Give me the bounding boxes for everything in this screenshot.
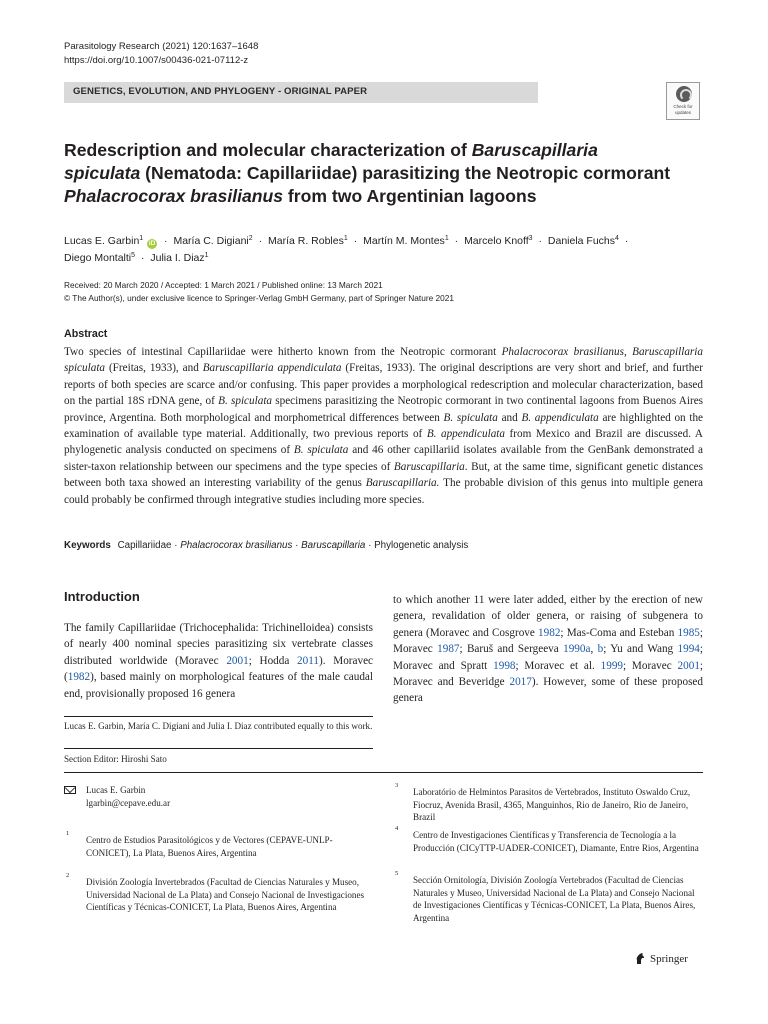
citation-link[interactable]: 1982	[67, 671, 91, 684]
article-category-bar	[64, 82, 538, 103]
citation-link[interactable]: 1994	[677, 643, 700, 656]
author-name[interactable]: María C. Digiani	[173, 235, 249, 247]
title-part: Redescription and molecular characterization of	[64, 140, 472, 160]
affiliation-number: 5	[395, 870, 399, 877]
keyword[interactable]: Baruscapillaria	[301, 540, 366, 551]
citation-link[interactable]: 1985	[677, 626, 700, 639]
author-name[interactable]: Lucas E. Garbin	[64, 235, 140, 247]
citation-link[interactable]: 1998	[493, 659, 516, 672]
received-dates: Received: 20 March 2020 / Accepted: 1 March 2021 / Published online: 13 March 2021	[64, 280, 383, 290]
affiliation-4: Centro de Investigaciones Científicas y Transferencia de Tecnología a la Producción (CICyTTP-UADER-CONICET), Diamante, Entre Rios, Argentina	[413, 830, 699, 853]
journal-header	[64, 40, 258, 68]
introduction-right-column: to which another 11 were later added, either by the erection of new genera, revalidation of older genera, or raising of subgenera to genera (Moravec and Cosgrove 1982; Mas-Coma and Esteban 1985; Moravec 1987; Baruš and Sergeeva 1990a, b; Yu and Wang 1994; Moravec and Spratt 1998; Moravec et al. 1999; Moravec 2001; Moravec and Beveridge 2017). However, some of these proposed genera	[393, 594, 704, 705]
abstract-text: Two species of intestinal Capillariidae were hitherto known from the Neotropic cormorant Phalacrocorax brasilianus, Baruscapillaria spiculata (Freitas, 1933), and Baruscapillaria appendiculata (Freitas, 1933). The original descriptions are very short and brief, and further reports of both species are scarce and/or confusing. This paper provides a morphological redescription and molecular characterization, based on the partial 18S rDNA gene, of B. spiculata specimens parasitizing the Neotropic cormorant in two continental lagoons from Buenos Aires province, Argentina. Both morphological and morphometrical differences between B. spiculata and B. appendiculata are highlighted on the examination of available type material. Additionally, two previous reports of B. appendiculata from Mexico and Brazil are discussed. A phylogenetic analysis conducted on specimens of B. spiculata and 46 other capillariid isolates available from the GenBank demonstrated a sister-taxon relationship between our specimens and the type species of Baruscapillaria. But, at the same time, significant genetic distances between both taxa showed an interesting variability of the genus Baruscapillaria. The probable division of this genus into multiple genera could probably be confirmed through integrative studies including more species.	[64, 346, 704, 506]
footnote-divider	[64, 716, 373, 717]
affiliation-marker: 1	[204, 252, 209, 259]
affiliation-marker: 1	[139, 235, 144, 242]
keyword[interactable]: Phalacrocorax brasilianus	[180, 540, 293, 551]
journal-citation: Parasitology Research (2021) 120:1637–1648	[64, 41, 259, 52]
title-host: Phalacrocorax brasilianus	[64, 186, 284, 206]
publication-dates	[64, 279, 454, 304]
introduction-left-column: The family Capillariidae (Trichocephalida: Trichinelloidea) consists of nearly 400 nominal species parasitizing six vertebrate classes distributed worldwide (Moravec 2001; Hodda 2011). Moravec (1982), based mainly on morphological features of the male caudal end, provisionally proposed 16 genera	[64, 622, 374, 700]
author-name[interactable]: Julia I. Diaz	[150, 252, 205, 264]
orcid-icon[interactable]: iD	[148, 240, 156, 247]
citation-link[interactable]: 2001	[226, 654, 249, 667]
author-name[interactable]: Martín M. Montes	[363, 235, 445, 247]
author-list: Lucas E. Garbin$^1$ iD · María C. Digiani$^2$ · María R. Robles$^1$ · Martín M. Montes$^1$ · Marcelo Knoff$^3$ · Daniela Fuchs$^4$ · Diego Montalti$^5$ · Julia I. Diaz$^1$	[64, 235, 629, 264]
affiliation-5: Sección Ornitología, División Zoología Vertebrados (Facultad de Ciencias Naturales y Museo, Universidad Nacional de La Plata) and Consejo Nacional de Investigaciones Científicas y Técnicas-CONICET, La Plata, Buenos Aires, Argentina	[413, 875, 696, 923]
author-name[interactable]: Diego Montalti	[64, 252, 132, 264]
author-name[interactable]: Marcelo Knoff	[464, 235, 529, 247]
affiliation-marker: 2	[248, 235, 253, 242]
keyword[interactable]: Capillariidae	[117, 540, 172, 551]
crossmark-label: Check for updates	[673, 104, 693, 115]
citation-link[interactable]: b	[597, 643, 604, 656]
citation-link[interactable]: 1987	[437, 643, 460, 656]
citation-link[interactable]: 2001	[677, 659, 700, 672]
envelope-icon	[64, 786, 76, 794]
title-species: Baruscapillaria spiculata	[64, 140, 598, 183]
affiliation-number: 3	[395, 782, 399, 789]
corresponding-author	[86, 784, 366, 809]
publisher-name: Springer	[650, 952, 688, 965]
affiliation-1: Centro de Estudios Parasitológicos y de Vectores (CEPAVE-UNLP-CONICET), La Plata, Buenos Aires, Argentina	[86, 835, 333, 858]
keyword[interactable]: Phylogenetic analysis	[374, 540, 469, 551]
abstract-heading: Abstract	[64, 328, 108, 340]
introduction-heading: Introduction	[64, 589, 140, 604]
citation-link[interactable]: 1990a	[563, 643, 591, 656]
contact-email[interactable]: lgarbin@cepave.edu.ar	[86, 797, 171, 808]
affiliation-marker: 4	[615, 235, 619, 242]
article-title	[64, 139, 674, 208]
copyright-notice: © The Author(s), under exclusive licence to Springer-Verlag GmbH Germany, part of Springer Nature 2021	[64, 292, 454, 303]
affiliation-marker: 3	[528, 235, 533, 242]
keywords-line: Keywords Capillariidae · Phalacrocorax brasilianus · Baruscapillaria · Phylogenetic analysis	[64, 540, 469, 551]
citation-link[interactable]: 2011	[297, 654, 320, 667]
keywords-label: Keywords	[64, 540, 111, 551]
citation-link[interactable]: 1982	[538, 626, 561, 639]
affiliation-marker: 1	[444, 235, 449, 242]
affiliation-number: 4	[395, 825, 399, 832]
affiliation-3: Laboratório de Helmintos Parasitos de Vertebrados, Instituto Oswaldo Cruz, Fiocruz, Avenida Brasil, 4365, Manguinhos, Rio de Janeiro, Rio de Janeiro, Brazil	[413, 787, 691, 823]
affiliation-number: 1	[66, 830, 70, 837]
title-part: from two Argentinian lagoons	[283, 186, 537, 206]
publisher-logo	[634, 952, 688, 965]
contact-name: Lucas E. Garbin	[86, 785, 146, 795]
doi-link[interactable]: https://doi.org/10.1007/s00436-021-07112-z	[64, 55, 249, 66]
footnote-divider	[64, 748, 373, 749]
author-name[interactable]: Daniela Fuchs	[547, 235, 616, 247]
equal-contribution-note: Lucas E. Garbin, María C. Digiani and Julia I. Diaz contributed equally to this work.	[64, 721, 373, 731]
check-for-updates-badge[interactable]	[666, 82, 700, 120]
title-part: (Nematoda: Capillariidae) parasitizing the Neotropic cormorant	[140, 163, 671, 183]
citation-link[interactable]: 1999	[600, 659, 623, 672]
affiliation-2: División Zoología Invertebrados (Facultad de Ciencias Naturales y Museo, Universidad Nacional de La Plata) and Consejo Nacional de Investigaciones Científicas y Técnicas-CONICET, La Plata, Buenos Aires, Argentina	[86, 877, 365, 913]
footnote-divider	[64, 772, 703, 773]
affiliation-marker: 5	[131, 252, 136, 259]
section-editor-note: Section Editor: Hiroshi Sato	[64, 754, 167, 764]
crossmark-icon	[676, 86, 692, 102]
affiliation-number: 2	[66, 872, 70, 879]
citation-link[interactable]: 2017	[509, 676, 532, 689]
springer-horse-icon	[634, 952, 646, 965]
affiliation-marker: 1	[343, 235, 348, 242]
article-category: GENETICS, EVOLUTION, AND PHYLOGENY - ORIGINAL PAPER	[73, 86, 368, 97]
author-name[interactable]: María R. Robles	[268, 235, 344, 247]
